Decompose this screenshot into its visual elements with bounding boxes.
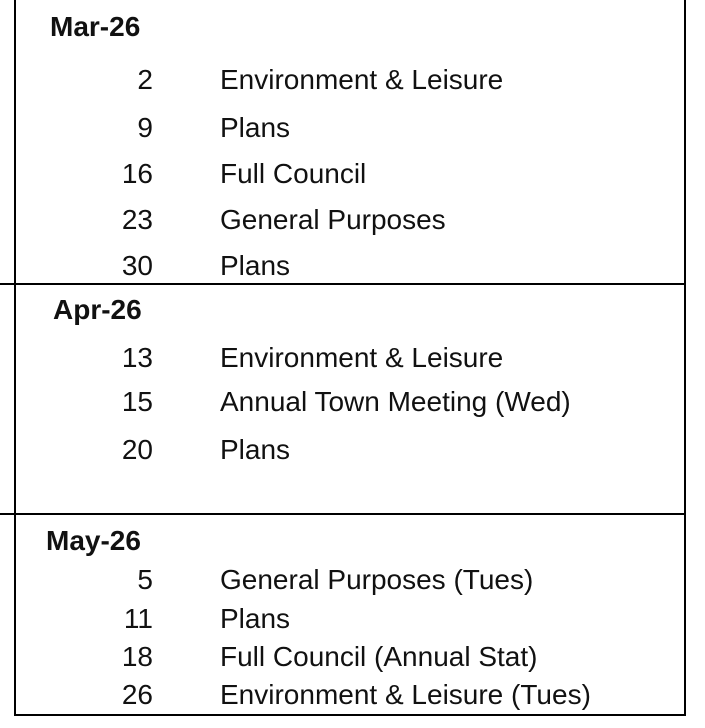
meeting-day: 15 bbox=[121, 386, 153, 417]
table-bottom-border bbox=[14, 714, 686, 716]
meeting-day: 23 bbox=[121, 204, 153, 235]
meeting-name: Plans bbox=[220, 603, 291, 634]
meeting-day: 5 bbox=[137, 564, 153, 595]
meeting-day: 9 bbox=[137, 112, 153, 143]
month-heading: Mar-26 bbox=[50, 11, 141, 42]
meeting-name: Full Council bbox=[220, 158, 367, 189]
meeting-name: Environment & Leisure bbox=[220, 342, 504, 373]
meeting-day: 30 bbox=[121, 250, 153, 281]
meeting-name: General Purposes bbox=[220, 204, 446, 235]
month-heading: May-26 bbox=[46, 525, 141, 556]
meeting-day: 11 bbox=[123, 603, 153, 634]
table-left-border bbox=[14, 0, 16, 716]
row-divider bbox=[0, 513, 686, 515]
meeting-name: Full Council (Annual Stat) bbox=[220, 641, 538, 672]
meeting-name: Plans bbox=[220, 434, 291, 465]
meeting-name: Environment & Leisure bbox=[220, 64, 504, 95]
meeting-name: Environment & Leisure (Tues) bbox=[220, 679, 591, 710]
meeting-day: 16 bbox=[121, 158, 153, 189]
meeting-day: 20 bbox=[121, 434, 153, 465]
meeting-name: General Purposes (Tues) bbox=[220, 564, 534, 595]
table-right-border bbox=[684, 0, 686, 716]
meeting-name: Plans bbox=[220, 250, 291, 281]
meeting-day: 18 bbox=[121, 641, 153, 672]
meeting-name: Annual Town Meeting (Wed) bbox=[220, 386, 571, 417]
month-heading: Apr-26 bbox=[53, 294, 142, 325]
row-divider bbox=[0, 283, 686, 285]
meeting-day: 2 bbox=[137, 64, 153, 95]
meeting-name: Plans bbox=[220, 112, 291, 143]
meeting-day: 13 bbox=[121, 342, 153, 373]
meeting-day: 26 bbox=[121, 679, 153, 710]
